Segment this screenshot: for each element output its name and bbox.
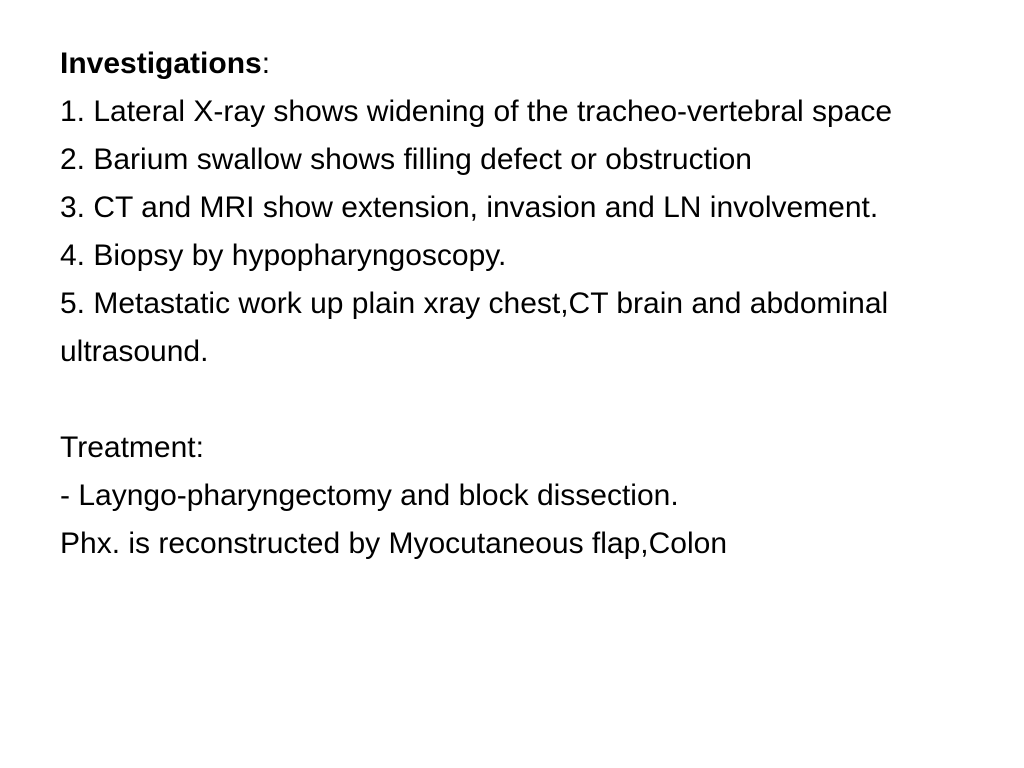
treatment-heading: Treatment:: [60, 431, 204, 464]
investigations-heading: Investigations: [60, 47, 262, 80]
investigation-item-2: 2. Barium swallow shows filling defect or obstruction: [60, 143, 752, 176]
treatment-line-1: - Layngo-pharyngectomy and block dissection.: [60, 479, 679, 512]
investigation-item-3: 3. CT and MRI show extension, invasion and LN involvement.: [60, 191, 879, 224]
slide-content: [60, 40, 980, 568]
investigation-item-1: 1. Lateral X-ray shows widening of the tracheo-vertebral space: [60, 95, 893, 128]
investigations-heading-colon: :: [261, 47, 271, 80]
section-spacer: [60, 376, 980, 424]
treatment-line-2: Phx. is reconstructed by Myocutaneous flap,Colon: [60, 527, 728, 560]
investigation-item-5: 5. Metastatic work up plain xray chest,CT brain and abdominal ultrasound.: [60, 287, 889, 368]
investigation-item-4: 4. Biopsy by hypopharyngoscopy.: [60, 239, 507, 272]
investigations-heading-line: [60, 40, 980, 88]
